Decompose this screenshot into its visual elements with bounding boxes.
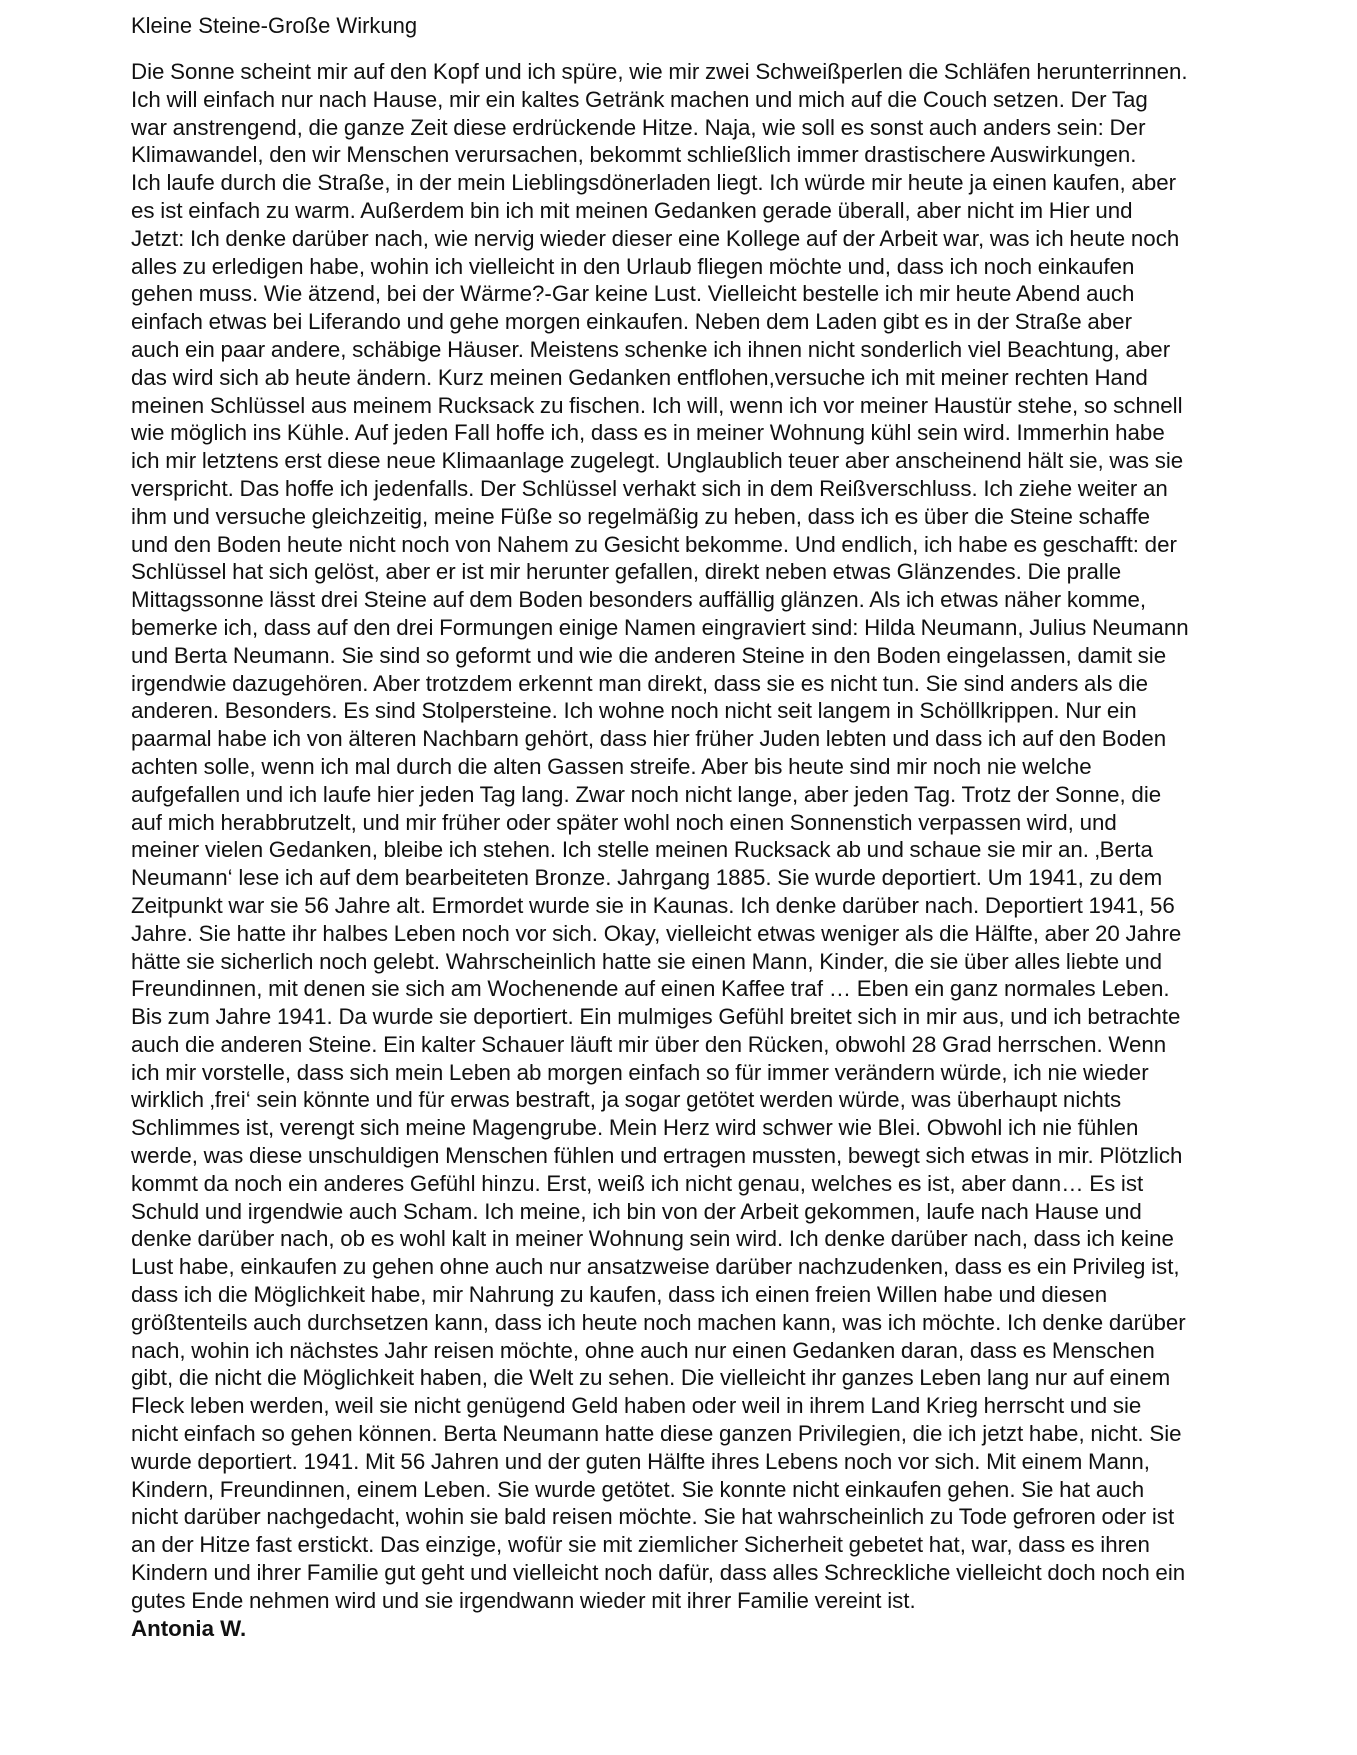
body-text-line: Ich laufe durch die Straße, in der mein Lieblingsdönerladen liegt. Ich würde mir heute ja einen kaufen, aber [131,170,1177,196]
body-text-line: alles zu erledigen habe, wohin ich vielleicht in den Urlaub fliegen möchte und, dass ich noch einkaufen [131,253,1135,279]
body-text-line: größtenteils auch durchsetzen kann, dass ich heute noch machen kann, was ich möchte. Ich denke darüber [131,1309,1186,1335]
body-text-line: achten solle, wenn ich mal durch die alten Gassen streife. Aber bis heute sind mir noch nie welche [131,753,1092,779]
body-text-line: dass ich die Möglichkeit habe, mir Nahrung zu kaufen, dass ich einen freien Willen habe und diesen [131,1282,1108,1308]
body-text-line: Die Sonne scheint mir auf den Kopf und ich spüre, wie mir zwei Schweißperlen die Schläfen herunterrinnen. [131,59,1188,84]
body-text-line: wurde deportiert. 1941. Mit 56 Jahren und der guten Hälfte ihres Lebens noch vor sich. Mit einem Mann, [131,1448,1150,1474]
body-text-line: gehen muss. Wie ätzend, bei der Wärme?-Gar keine Lust. Vielleicht bestelle ich mir heute Abend auch [131,281,1135,307]
body-text-line: bemerke ich, dass auf den drei Formungen einige Namen eingraviert sind: Hilda Neumann, Julius Neumann [131,614,1189,640]
body-text-line: verspricht. Das hoffe ich jedenfalls. Der Schlüssel verhakt sich in dem Reißverschluss. Ich ziehe weiter an [131,475,1168,501]
body-text-line: Zeitpunkt war sie 56 Jahre alt. Ermordet wurde sie in Kaunas. Ich denke darüber nach. Deportiert 1941, 56 [131,892,1175,918]
body-text-line: auf mich herabbrutzelt, und mir früher oder später wohl noch einen Sonnenstich verpassen wird, und [131,809,1117,835]
document-title: Kleine Steine-Große Wirkung [131,13,418,38]
body-text-line: anderen. Besonders. Es sind Stolpersteine. Ich wohne noch nicht seit langem in Schöllkrippen. Nur ein [131,698,1137,724]
body-text-line: Jahre. Sie hatte ihr halbes Leben noch vor sich. Okay, vielleicht etwas weniger als die Hälfte, aber 20 Jahre [131,920,1182,946]
body-text-line: wirklich ‚frei‘ sein könnte und für erwas bestraft, ja sogar getötet werden würde, was überhaupt nichts [131,1087,1122,1113]
body-text-line: gutes Ende nehmen wird und sie irgendwann wieder mit ihrer Familie vereint ist. [131,1587,916,1613]
body-text-line: nicht einfach so gehen können. Berta Neumann hatte diese ganzen Privilegien, die ich jetzt habe, nicht. Sie [131,1421,1182,1447]
body-text-line: auch die anderen Steine. Ein kalter Schauer läuft mir über den Rücken, obwohl 28 Grad herrschen. Wenn [131,1031,1167,1057]
body-text-line: denke darüber nach, ob es wohl kalt in meiner Wohnung sein wird. Ich denke darüber nach, dass ich keine [131,1226,1174,1252]
body-text-line: auch ein paar andere, schäbige Häuser. Meistens schenke ich ihnen nicht sonderlich viel Beachtung, aber [131,336,1171,362]
body-text-line: und Berta Neumann. Sie sind so geformt und wie die anderen Steine in den Boden eingelassen, damit sie [131,642,1167,668]
body-text-line: meinen Schlüssel aus meinem Rucksack zu fischen. Ich will, wenn ich vor meiner Haustür stehe, so schnell [131,392,1183,418]
body-text-line: war anstrengend, die ganze Zeit diese erdrückende Hitze. Naja, wie soll es sonst auch anders sein: Der [131,114,1146,140]
body-text-line: Schlimmes ist, verengt sich meine Magengrube. Mein Herz wird schwer wie Blei. Obwohl ich nie fühlen [131,1115,1139,1141]
body-text-line: nicht darüber nachgedacht, wohin sie bald reisen möchte. Sie hat wahrscheinlich zu Tode gefroren oder ist [131,1504,1175,1530]
body-text-line: Mittagssonne lässt drei Steine auf dem Boden besonders auffällig glänzen. Als ich etwas näher komme, [131,587,1147,613]
body-text-line: paarmal habe ich von älteren Nachbarn gehört, dass hier früher Juden lebten und dass ich auf den Boden [131,726,1167,752]
body-text-line: Bis zum Jahre 1941. Da wurde sie deportiert. Ein mulmiges Gefühl breitet sich in mir aus, und ich betrachte [131,1004,1181,1030]
body-text-line: aufgefallen und ich laufe hier jeden Tag lang. Zwar noch nicht lange, aber jeden Tag. Trotz der Sonne, die [131,781,1162,807]
body-text-line: Jetzt: Ich denke darüber nach, wie nervig wieder dieser eine Kollege auf der Arbeit war, was ich heute noch [131,225,1180,251]
body-text-line: gibt, die nicht die Möglichkeit haben, die Welt zu sehen. Die vielleicht ihr ganzes Leben lang nur auf einem [131,1365,1171,1391]
body-text-line: hätte sie sicherlich noch gelebt. Wahrscheinlich hatte sie einen Mann, Kinder, die sie über alles liebte und [131,948,1163,974]
document-page [131,12,1296,1643]
body-text-line: ich mir letztens erst diese neue Klimaanlage zugelegt. Unglaublich teuer aber anscheinend hält sie, was sie [131,448,1184,474]
body-text-line: nach, wohin ich nächstes Jahr reisen möchte, ohne auch nur einen Gedanken daran, dass es Menschen [131,1337,1155,1363]
body-text-line: kommt da noch ein anderes Gefühl hinzu. Erst, weiß ich nicht genau, welches es ist, aber dann… Es ist [131,1170,1144,1196]
body-text-line: werde, was diese unschuldigen Menschen fühlen und ertragen mussten, bewegt sich etwas in mir. Plötzlich [131,1143,1183,1169]
body-text-line: an der Hitze fast erstickt. Das einzige, wofür sie mit ziemlicher Sicherheit gebetet hat, war, dass es ihren [131,1532,1150,1558]
body-text-line: Klimawandel, den wir Menschen verursachen, bekommt schließlich immer drastischere Auswirkungen. [131,142,1137,168]
body-text-line: das wird sich ab heute ändern. Kurz meinen Gedanken entflohen,versuche ich mit meiner rechten Hand [131,364,1148,390]
document-author: Antonia W. [131,1615,247,1641]
body-text-line: Schuld und irgendwie auch Scham. Ich meine, ich bin von der Arbeit gekommen, laufe nach Hause und [131,1198,1142,1224]
body-text-line: es ist einfach zu warm. Außerdem bin ich mit meinen Gedanken gerade überall, aber nicht im Hier und [131,197,1133,223]
body-text-line: Kindern und ihrer Familie gut geht und vielleicht noch dafür, dass alles Schreckliche vielleicht doch noch ein [131,1560,1186,1586]
body-text-line: Freundinnen, mit denen sie sich am Wochenende auf einen Kaffee traf … Eben ein ganz normales Leben. [131,976,1170,1002]
body-text-line: einfach etwas bei Liferando und gehe morgen einkaufen. Neben dem Laden gibt es in der Straße aber [131,309,1132,335]
body-text-line: meiner vielen Gedanken, bleibe ich stehen. Ich stelle meinen Rucksack ab und schaue sie mir an. ‚Berta [131,837,1153,863]
body-text-line: wie möglich ins Kühle. Auf jeden Fall hoffe ich, dass es in meiner Wohnung kühl sein wird. Immerhin habe [131,420,1165,446]
body-text-line: Kindern, Freundinnen, einem Leben. Sie wurde getötet. Sie konnte nicht einkaufen gehen. Sie hat auch [131,1476,1145,1502]
body-text-line: ich mir vorstelle, dass sich mein Leben ab morgen einfach so für immer verändern würde, ich nie wieder [131,1059,1149,1085]
body-text-line: Neumann‘ lese ich auf dem bearbeiteten Bronze. Jahrgang 1885. Sie wurde deportiert. Um 1941, zu dem [131,865,1163,891]
body-text-line: und den Boden heute nicht noch von Nahem zu Gesicht bekomme. Und endlich, ich habe es geschafft: der [131,531,1177,557]
body-text-line: ihm und versuche gleichzeitig, meine Füße so regelmäßig zu heben, dass ich es über die Steine schaffe [131,503,1151,529]
body-text-line: Lust habe, einkaufen zu gehen ohne auch nur ansatzweise darüber nachzudenken, dass es ein Privileg ist, [131,1254,1180,1280]
body-text-line: irgendwie dazugehören. Aber trotzdem erkennt man direkt, dass sie es nicht tun. Sie sind anders als die [131,670,1148,696]
document-body [131,58,1296,1615]
body-text-line: Ich will einfach nur nach Hause, mir ein kaltes Getränk machen und mich auf die Couch setzen. Der Tag [131,86,1148,112]
body-text-line: Schlüssel hat sich gelöst, aber er ist mir herunter gefallen, direkt neben etwas Glänzendes. Die pralle [131,559,1122,585]
body-text-line: Fleck leben werden, weil sie nicht genügend Geld haben oder weil in ihrem Land Krieg herrscht und sie [131,1393,1142,1419]
